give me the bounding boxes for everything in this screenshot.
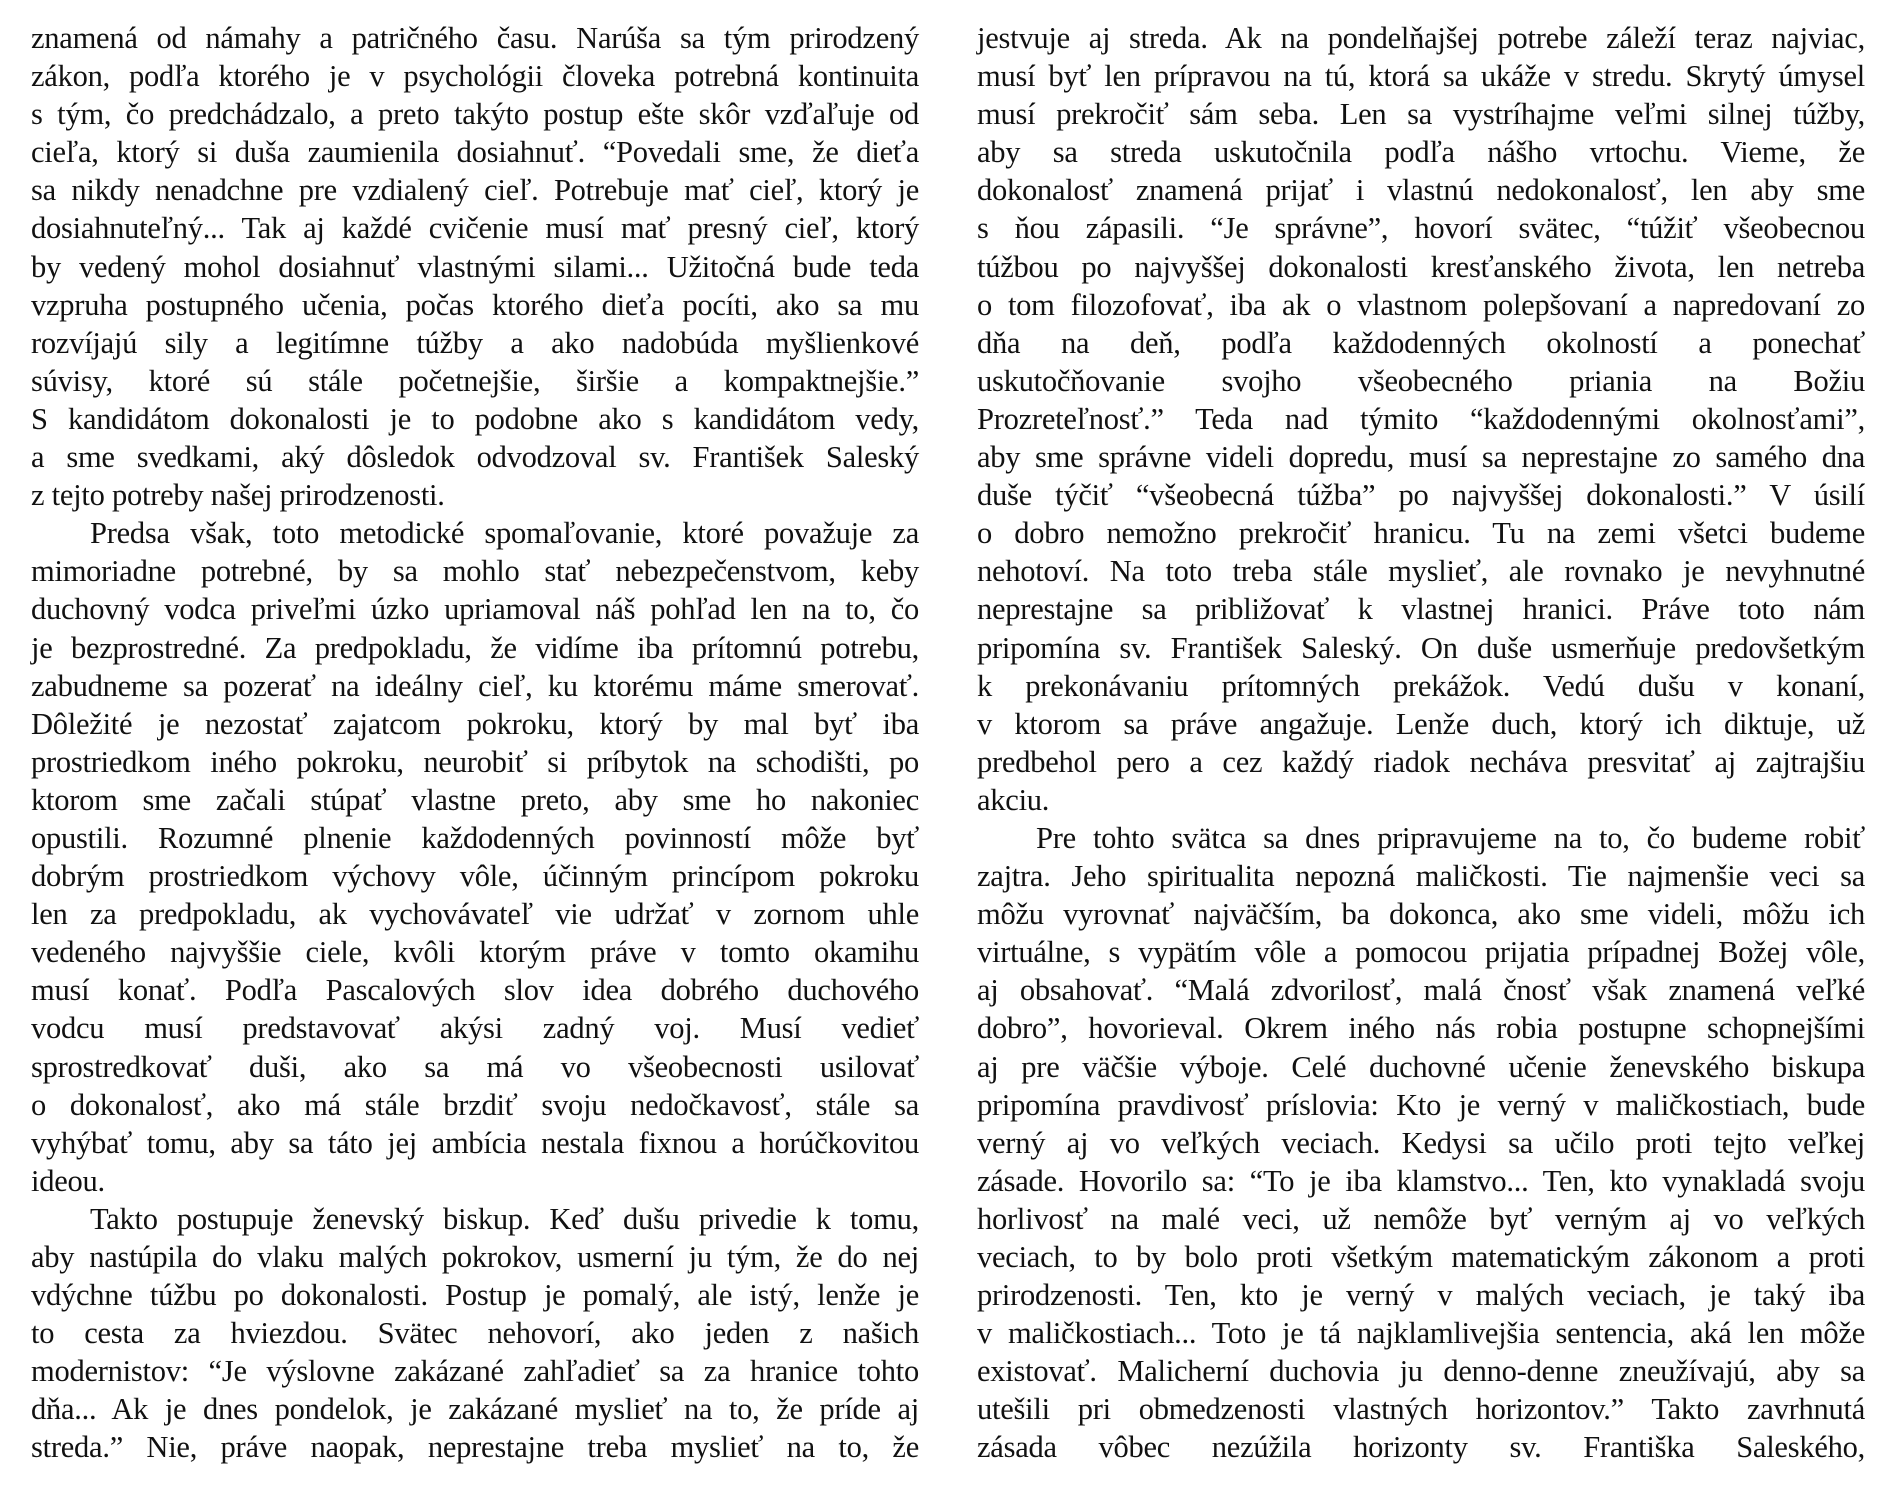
text-line: Predsa však, toto metodické spomaľovanie, ktoré považuje za [90, 516, 919, 551]
text-line: streda.” Nie, práve naopak, neprestajne treba myslieť na to, že [31, 1430, 919, 1465]
text-line: utešili pri obmedzenosti vlastných horizontov.” Takto zavrhnutá [977, 1392, 1865, 1427]
text-line: horlivosť na malé veci, už nemôže byť verným aj vo veľkých [977, 1201, 1865, 1236]
text-line: súvisy, ktoré sú stále početnejšie, širšie a kompaktnejšie.” [31, 363, 919, 398]
text-line: aby nastúpila do vlaku malých pokrokov, usmerní ju tým, že do nej [31, 1240, 919, 1274]
text-line: zabudneme sa pozerať na ideálny cieľ, ku ktorému máme smerovať. [31, 668, 919, 703]
text-line: opustili. Rozumné plnenie každodenných povinností môže byť [31, 820, 919, 855]
text-line: znamená od námahy a patričného času. Narúša sa tým prirodzený [31, 21, 919, 55]
text-line: Takto postupuje ženevský biskup. Keď dušu privedie k tomu, [90, 1201, 919, 1236]
text-line: dokonalosť znamená prijať i vlastnú nedokonalosť, len aby sme [977, 173, 1865, 208]
text-line: nehotoví. Na toto treba stále myslieť, ale rovnako je nevyhnutné [977, 554, 1865, 589]
text-line: aby sme správne videli dopredu, musí sa neprestajne zo samého dna [977, 440, 1865, 475]
text-line: vzpruha postupného učenia, počas ktorého dieťa pocíti, ako sa mu [31, 287, 919, 322]
text-line: duše týčiť “všeobecná túžba” po najvyššej dokonalosti.” V úsilí [977, 478, 1865, 513]
text-line: vedeného najvyššie ciele, kvôli ktorým práve v tomto okamihu [31, 935, 919, 970]
text-line: musí byť len prípravou na tú, ktorá sa ukáže v stredu. Skrytý úmysel [977, 59, 1865, 94]
text-line: by vedený mohol dosiahnuť vlastnými silami... Užitočná bude teda [31, 249, 919, 284]
text-line: aj pre väčšie výboje. Celé duchovné učenie ženevského biskupa [977, 1049, 1865, 1084]
text-line: pripomína sv. František Saleský. On duše usmerňuje predovšetkým [977, 630, 1865, 665]
text-line: aby sa streda uskutočnila podľa nášho vrtochu. Vieme, že [977, 135, 1865, 170]
text-line: je bezprostredné. Za predpokladu, že vidíme iba prítomnú potrebu, [31, 630, 919, 665]
text-line: zajtra. Jeho spiritualita nepozná maličkosti. Tie najmenšie veci sa [977, 859, 1865, 894]
text-line: dobrým prostriedkom výchovy vôle, účinným princípom pokroku [31, 859, 919, 894]
text-line: Dôležité je nezostať zajatcom pokroku, ktorý by mal byť iba [31, 706, 919, 741]
text-line: zásada vôbec nezúžila horizonty sv. Františka Saleského, [977, 1430, 1865, 1465]
text-line: sa nikdy nenadchne pre vzdialený cieľ. Potrebuje mať cieľ, ktorý je [31, 173, 919, 208]
text-line: s tým, čo predchádzalo, a preto takýto postup ešte skôr vzďaľuje od [31, 97, 919, 132]
text-line: aj obsahovať. “Malá zdvorilosť, malá čnosť však znamená veľké [977, 973, 1865, 1008]
text-line: modernistov: “Je výslovne zakázané zahľadieť sa za hranice tohto [31, 1354, 919, 1389]
text-line: zásade. Hovorilo sa: “To je iba klamstvo... Ten, kto vynakladá svoju [977, 1163, 1865, 1198]
text-line: môžu vyrovnať najväčším, ba dokonca, ako sme videli, môžu ich [977, 897, 1865, 932]
text-line: virtuálne, s vypätím vôle a pomocou prijatia prípadnej Božej vôle, [977, 935, 1865, 970]
text-line: verný aj vo veľkých veciach. Kedysi sa učilo proti tejto veľkej [977, 1125, 1865, 1160]
text-line: musí konať. Podľa Pascalových slov idea dobrého duchového [31, 973, 919, 1008]
text-line: neprestajne sa približovať k vlastnej hranici. Práve toto nám [977, 592, 1865, 627]
text-line: v ktorom sa práve angažuje. Lenže duch, ktorý ich diktuje, už [977, 706, 1865, 741]
text-line: dosiahnuteľný... Tak aj každé cvičenie musí mať presný cieľ, ktorý [31, 211, 919, 246]
text-line: vdýchne túžbu po dokonalosti. Postup je pomalý, ale istý, lenže je [31, 1278, 919, 1313]
text-line: túžbou po najvyššej dokonalosti kresťanského života, len netreba [977, 249, 1865, 284]
text-line: dňa... Ak je dnes pondelok, je zakázané myslieť na to, že príde aj [31, 1392, 919, 1427]
text-line: duchovný vodca priveľmi úzko upriamoval náš pohľad len na to, čo [31, 592, 919, 627]
text-line: dňa na deň, podľa každodenných okolností a ponechať [977, 325, 1865, 360]
text-line: a sme svedkami, aký dôsledok odvodzoval sv. František Saleský [31, 440, 919, 475]
text-line: uskutočňovanie svojho všeobecného priania na Božiu [977, 363, 1865, 398]
text-line: prirodzenosti. Ten, kto je verný v malých veciach, je taký iba [977, 1278, 1865, 1313]
text-line: o dobro nemožno prekročiť hranicu. Tu na zemi všetci budeme [977, 516, 1865, 551]
text-line: k prekonávaniu prítomných prekážok. Vedú dušu v konaní, [977, 668, 1865, 703]
text-line: sprostredkovať duši, ako sa má vo všeobecnosti usilovať [31, 1049, 919, 1084]
text-line: pripomína pravdivosť príslovia: Kto je verný v maličkostiach, bude [977, 1087, 1865, 1122]
text-line: veciach, to by bolo proti všetkým matematickým zákonom a proti [977, 1240, 1865, 1274]
text-line: zákon, podľa ktorého je v psychológii človeka potrebná kontinuita [31, 59, 919, 94]
text-line: jestvuje aj streda. Ak na pondelňajšej potrebe záleží teraz najviac, [977, 21, 1865, 55]
text-column-right [977, 19, 1865, 1467]
text-line: prostriedkom iného pokroku, neurobiť si príbytok na schodišti, po [31, 744, 919, 779]
text-line: o tom filozofovať, iba ak o vlastnom polepšovaní a napredovaní zo [977, 287, 1865, 322]
text-line: rozvíjajú sily a legitímne túžby a ako nadobúda myšlienkové [31, 325, 919, 360]
text-line: akciu. [977, 782, 1050, 817]
text-line: z tejto potreby našej prirodzenosti. [31, 478, 445, 513]
text-line: cieľa, ktorý si duša zaumienila dosiahnuť. “Povedali sme, že dieťa [31, 135, 919, 170]
text-line: ktorom sme začali stúpať vlastne preto, aby sme ho nakoniec [31, 782, 919, 817]
text-column-left [31, 19, 919, 1467]
text-line: vyhýbať tomu, aby sa táto jej ambícia nestala fixnou a horúčkovitou [31, 1125, 919, 1160]
text-line: to cesta za hviezdou. Svätec nehovorí, ako jeden z našich [31, 1316, 919, 1351]
text-line: mimoriadne potrebné, by sa mohlo stať nebezpečenstvom, keby [31, 554, 919, 589]
text-line: predbehol pero a cez každý riadok nechávа presvitať aj zajtrajšiu [977, 744, 1865, 779]
text-line: o dokonalosť, ako má stále brzdiť svoju nedočkavosť, stále sa [31, 1087, 919, 1122]
text-line: len za predpokladu, ak vychovávateľ vie udržať v zornom uhle [31, 897, 919, 932]
text-line: Prozreteľnosť.” Teda nad týmito “každodennými okolnosťami”, [977, 401, 1865, 436]
text-line: v maličkostiach... Toto je tá najklamlivejšia sentencia, aká len môže [977, 1316, 1865, 1351]
text-line: musí prekročiť sám seba. Len sa vystríhajme veľmi silnej túžby, [977, 97, 1865, 132]
text-line: Pre tohto svätca sa dnes pripravujeme na to, čo budeme robiť [1036, 820, 1865, 855]
text-line: S kandidátom dokonalosti je to podobne ako s kandidátom vedy, [31, 401, 919, 436]
text-line: s ňou zápasili. “Je správne”, hovorí svätec, “túžiť všeobecnou [977, 211, 1865, 246]
text-line: ideou. [31, 1163, 105, 1198]
text-line: vodcu musí predstavovať akýsi zadný voj. Musí vedieť [31, 1011, 919, 1046]
text-line: dobro”, hovorieval. Okrem iného nás robia postupne schopnejšími [977, 1011, 1865, 1046]
text-line: existovať. Malicherní duchovia ju denno-denne zneužívajú, aby sa [977, 1354, 1865, 1389]
